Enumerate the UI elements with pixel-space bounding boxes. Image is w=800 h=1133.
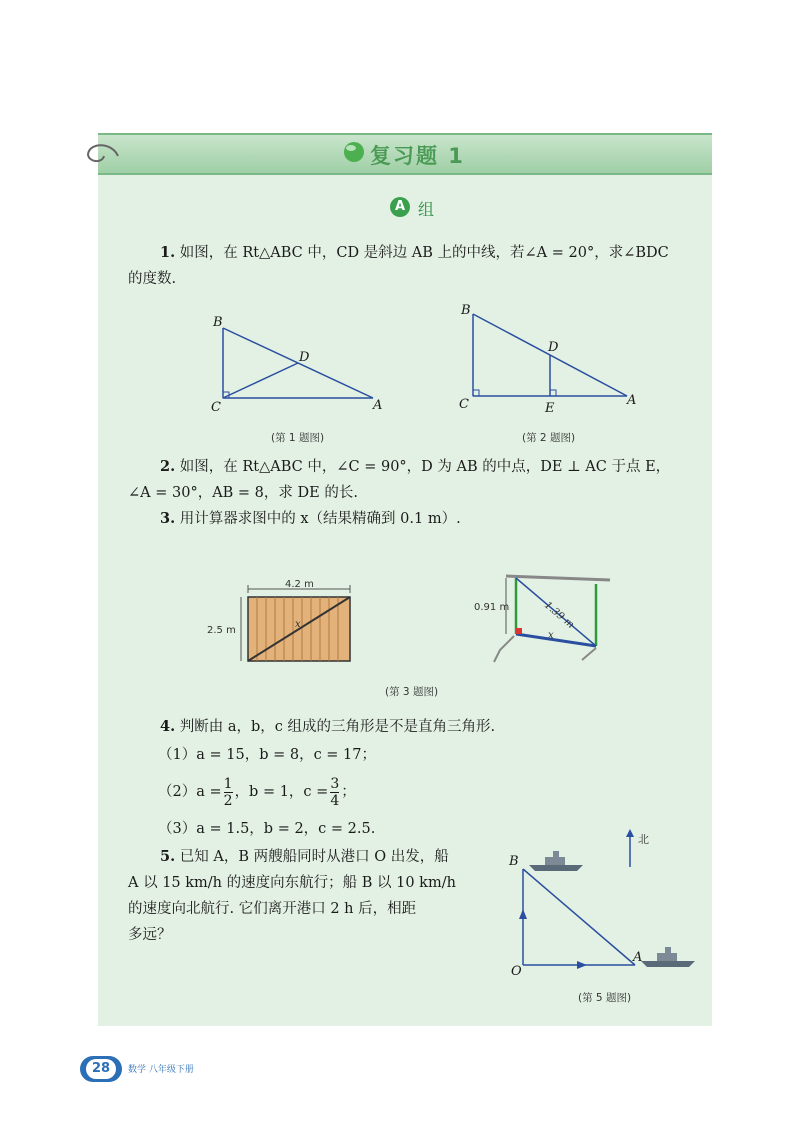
figure-5-caption: (第 5 题图) (578, 992, 632, 1004)
fig1-label-c: C (211, 400, 221, 415)
figure-2-caption: (第 2 题图) (522, 432, 576, 444)
question-4-item-3: （3）a = 1.5，b = 2，c = 2.5. (158, 821, 376, 837)
figure-3-caption: (第 3 题图) (385, 686, 439, 698)
question-3 (160, 506, 461, 532)
question-number: 5. (160, 848, 176, 865)
figure-3-ramp (470, 570, 620, 670)
question-5-line-3: 的速度向北航行. 它们离开港口 2 h 后，相距 (128, 901, 417, 917)
question-2 (160, 454, 670, 480)
question-4-item-2: （2）a = $\frac{1}{2}$ ，b = 1，c = $\frac{3}{4}$ ； (158, 775, 356, 809)
figure-1 (205, 310, 390, 420)
question-text: 如图，在 Rt△ABC 中，∠C = 90°，D 为 AB 的中点，DE ⊥ AC 于点 E， (179, 459, 671, 475)
group-badge: A (390, 197, 410, 217)
fig5-label-o: O (511, 964, 522, 979)
ramp-right-leg (582, 648, 596, 660)
header-swirl-icon (82, 138, 122, 170)
fig1-label-d: D (299, 350, 310, 365)
fig1-median-cd (223, 363, 298, 398)
globe-icon (342, 140, 366, 164)
question-text: 已知 A，B 两艘船同时从港口 O 出发，船 (179, 849, 449, 865)
question-5-line-2: A 以 15 km/h 的速度向东航行；船 B 以 10 km/h (128, 875, 456, 891)
arrow-up-icon (519, 909, 527, 919)
north-arrow-icon (626, 829, 634, 837)
fig1-label-b: B (213, 315, 223, 330)
question-1 (160, 240, 669, 266)
figure-5 (505, 825, 705, 985)
arrow-right-icon (577, 961, 587, 969)
ship-a-icon (641, 947, 695, 967)
question-number: 4. (160, 718, 176, 735)
ramp-slant-label: 1.39 m (542, 599, 576, 631)
question-4-item-1: （1）a = 15，b = 8，c = 17； (158, 747, 377, 763)
ramp-height-label: 0.91 m (474, 602, 510, 613)
page-number: 28 (86, 1059, 116, 1079)
ramp-right-angle-mark (516, 628, 522, 634)
gate-x-label: x (295, 619, 301, 630)
question-number: 2. (160, 458, 176, 475)
question-4 (160, 714, 495, 740)
gate-width-label: 4.2 m (285, 579, 314, 590)
question-text: 如图，在 Rt△ABC 中，CD 是斜边 AB 上的中线，若∠A = 20°，求∠BDC (179, 245, 669, 261)
fig5-label-a: A (633, 950, 643, 965)
fig2-label-c: C (459, 397, 469, 412)
page-title: 复习题 1 (370, 144, 465, 168)
question-number: 3. (160, 510, 176, 527)
ramp-left-leg (494, 636, 514, 662)
path-ab (523, 869, 635, 965)
ramp-top-bar (506, 576, 610, 580)
ramp-x-label: x (548, 630, 554, 641)
question-number: 1. (160, 244, 176, 261)
question-2-continued: ∠A = 30°，AB = 8，求 DE 的长. (128, 485, 358, 501)
fig2-label-a: A (627, 393, 637, 408)
question-text: 判断由 a，b，c 组成的三角形是不是直角三角形. (179, 719, 496, 735)
figure-1-caption: (第 1 题图) (271, 432, 325, 444)
fraction-c: $\frac{3}{4}$ (330, 775, 340, 809)
question-text: 用计算器求图中的 x（结果精确到 0.1 m）. (179, 511, 461, 527)
fig2-label-e: E (545, 401, 555, 416)
figure-3-gate (205, 575, 365, 670)
book-title: 数学 八年级下册 (128, 1065, 194, 1075)
gate-height-label: 2.5 m (207, 625, 236, 636)
fig2-right-angle-e (550, 390, 556, 396)
fig2-label-d: D (548, 340, 559, 355)
fig2-label-b: B (461, 303, 471, 318)
fig2-right-angle-c (473, 390, 479, 396)
north-label: 北 (638, 833, 649, 846)
fig5-label-b: B (509, 854, 519, 869)
fig1-label-a: A (373, 398, 383, 413)
question-1-continued: 的度数. (128, 271, 177, 287)
ship-b-icon (529, 851, 583, 871)
figure-2 (455, 300, 650, 420)
question-5 (160, 844, 449, 870)
fraction-a: $\frac{1}{2}$ (223, 775, 233, 809)
question-5-line-4: 多远？ (128, 927, 172, 943)
group-label: 组 (418, 200, 435, 219)
